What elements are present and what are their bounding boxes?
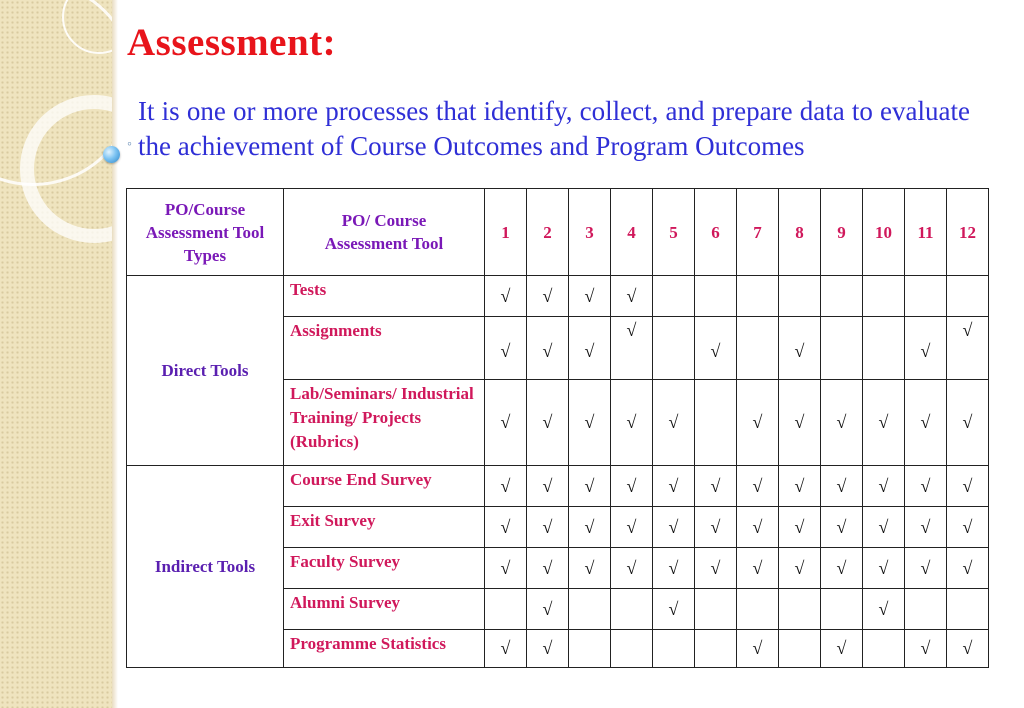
checkmark: √: [500, 412, 511, 432]
po-3-cell: [569, 507, 611, 548]
po-4-cell: [611, 380, 653, 466]
po-2-cell: [527, 630, 569, 668]
header-po-12: 12: [947, 189, 989, 276]
tool-name: Assignments: [284, 317, 485, 380]
po-6-cell: [695, 507, 737, 548]
po-4-cell: [611, 548, 653, 589]
po-9-cell: [821, 589, 863, 630]
po-5-cell: [653, 630, 695, 668]
checkmark: √: [542, 638, 553, 658]
po-9-cell: [821, 276, 863, 317]
po-2-cell: [527, 466, 569, 507]
po-9-cell: [821, 466, 863, 507]
checkmark: √: [962, 557, 973, 578]
po-4-cell: [611, 317, 653, 380]
checkmark: √: [584, 285, 595, 306]
po-1-cell: [485, 317, 527, 380]
checkmark: √: [626, 412, 637, 432]
po-3-cell: [569, 630, 611, 668]
checkmark: √: [542, 516, 553, 537]
po-3-cell: [569, 317, 611, 380]
checkmark: √: [710, 340, 721, 361]
tool-name: Course End Survey: [284, 466, 485, 507]
tool-name: Tests: [284, 276, 485, 317]
po-4-cell: [611, 507, 653, 548]
po-6-cell: [695, 589, 737, 630]
checkmark: √: [584, 516, 595, 537]
tool-name: Exit Survey: [284, 507, 485, 548]
po-7-cell: [737, 317, 779, 380]
slide-title: Assessment:: [127, 21, 337, 64]
po-5-cell: [653, 589, 695, 630]
checkmark: √: [542, 340, 553, 361]
po-6-cell: [695, 380, 737, 466]
tool-name: Alumni Survey: [284, 589, 485, 630]
po-2-cell: [527, 548, 569, 589]
po-12-cell: [947, 466, 989, 507]
tool-name: Faculty Survey: [284, 548, 485, 589]
po-10-cell: [863, 276, 905, 317]
checkmark: √: [626, 557, 637, 578]
checkmark: √: [500, 340, 511, 361]
po-7-cell: [737, 589, 779, 630]
po-4-cell: [611, 466, 653, 507]
checkmark: √: [752, 638, 763, 658]
po-4-cell: [611, 276, 653, 317]
checkmark: √: [710, 516, 721, 537]
checkmark: √: [962, 412, 973, 432]
header-po-11: 11: [905, 189, 947, 276]
checkmark: √: [626, 285, 637, 306]
checkmark: √: [710, 475, 721, 496]
paragraph-bullet-icon: ◦: [127, 137, 132, 152]
po-11-cell: [905, 276, 947, 317]
po-7-cell: [737, 466, 779, 507]
po-12-cell: [947, 276, 989, 317]
checkmark: √: [542, 557, 553, 578]
checkmark: √: [752, 557, 763, 578]
header-assessment-tool: PO/ Course Assessment Tool: [284, 189, 485, 276]
checkmark: √: [794, 340, 805, 361]
po-12-cell: [947, 380, 989, 466]
po-10-cell: [863, 317, 905, 380]
po-7-cell: [737, 548, 779, 589]
po-5-cell: [653, 507, 695, 548]
checkmark: √: [836, 412, 847, 432]
checkmark: √: [878, 412, 889, 432]
po-1-cell: [485, 630, 527, 668]
checkmark: √: [500, 638, 511, 658]
checkmark: √: [584, 475, 595, 496]
checkmark: √: [710, 557, 721, 578]
checkmark: √: [752, 516, 763, 537]
po-12-cell: [947, 630, 989, 668]
po-6-cell: [695, 317, 737, 380]
checkmark: √: [542, 475, 553, 496]
checkmark: √: [668, 557, 679, 578]
decorative-side-panel: [0, 0, 112, 708]
po-9-cell: [821, 548, 863, 589]
side-panel-edge: [112, 0, 118, 708]
checkmark: √: [836, 516, 847, 537]
po-11-cell: [905, 380, 947, 466]
header-po-4: 4: [611, 189, 653, 276]
po-10-cell: [863, 466, 905, 507]
po-8-cell: [779, 630, 821, 668]
checkmark: √: [962, 319, 973, 340]
checkmark: √: [584, 557, 595, 578]
checkmark: √: [836, 638, 847, 658]
checkmark: √: [878, 475, 889, 496]
checkmark: √: [962, 516, 973, 537]
po-8-cell: [779, 548, 821, 589]
po-8-cell: [779, 317, 821, 380]
po-10-cell: [863, 589, 905, 630]
po-7-cell: [737, 276, 779, 317]
po-11-cell: [905, 507, 947, 548]
po-9-cell: [821, 380, 863, 466]
header-po-2: 2: [527, 189, 569, 276]
table-row: [127, 466, 989, 507]
po-8-cell: [779, 589, 821, 630]
po-2-cell: [527, 276, 569, 317]
po-2-cell: [527, 317, 569, 380]
po-8-cell: [779, 507, 821, 548]
group-label: Direct Tools: [127, 276, 284, 466]
po-2-cell: [527, 589, 569, 630]
slide-paragraph: It is one or more processes that identify, collect, and prepare data to evaluate the achievement of Course Outcomes and Program Outcomes: [138, 96, 970, 161]
checkmark: √: [626, 516, 637, 537]
po-7-cell: [737, 507, 779, 548]
header-po-1: 1: [485, 189, 527, 276]
po-10-cell: [863, 548, 905, 589]
checkmark: √: [962, 475, 973, 496]
checkmark: √: [794, 516, 805, 537]
po-7-cell: [737, 380, 779, 466]
checkmark: √: [542, 598, 553, 619]
po-12-cell: [947, 317, 989, 380]
po-6-cell: [695, 276, 737, 317]
group-label: Indirect Tools: [127, 466, 284, 668]
header-po-8: 8: [779, 189, 821, 276]
checkmark: √: [794, 412, 805, 432]
checkmark: √: [878, 557, 889, 578]
checkmark: √: [500, 475, 511, 496]
checkmark: √: [920, 340, 931, 361]
checkmark: √: [920, 475, 931, 496]
checkmark: √: [584, 340, 595, 361]
po-10-cell: [863, 507, 905, 548]
po-9-cell: [821, 317, 863, 380]
checkmark: √: [836, 557, 847, 578]
po-3-cell: [569, 380, 611, 466]
po-10-cell: [863, 380, 905, 466]
checkmark: √: [752, 412, 763, 432]
po-5-cell: [653, 276, 695, 317]
checkmark: √: [542, 412, 553, 432]
checkmark: √: [920, 516, 931, 537]
header-po-5: 5: [653, 189, 695, 276]
tool-name: Lab/Seminars/ Industrial Training/ Projects (Rubrics): [284, 380, 485, 466]
po-11-cell: [905, 317, 947, 380]
checkmark: √: [500, 285, 511, 306]
po-4-cell: [611, 589, 653, 630]
po-11-cell: [905, 589, 947, 630]
po-6-cell: [695, 548, 737, 589]
po-1-cell: [485, 380, 527, 466]
po-12-cell: [947, 548, 989, 589]
checkmark: √: [584, 412, 595, 432]
checkmark: √: [668, 516, 679, 537]
po-3-cell: [569, 466, 611, 507]
checkmark: √: [626, 319, 637, 340]
po-11-cell: [905, 630, 947, 668]
po-5-cell: [653, 466, 695, 507]
po-1-cell: [485, 548, 527, 589]
po-4-cell: [611, 630, 653, 668]
checkmark: √: [668, 412, 679, 432]
po-3-cell: [569, 548, 611, 589]
po-6-cell: [695, 630, 737, 668]
checkmark: √: [752, 475, 763, 496]
bullet-orb-icon: [103, 146, 120, 163]
po-9-cell: [821, 507, 863, 548]
po-9-cell: [821, 630, 863, 668]
po-12-cell: [947, 589, 989, 630]
po-5-cell: [653, 380, 695, 466]
po-2-cell: [527, 507, 569, 548]
po-3-cell: [569, 276, 611, 317]
po-7-cell: [737, 630, 779, 668]
header-po-10: 10: [863, 189, 905, 276]
po-5-cell: [653, 548, 695, 589]
po-2-cell: [527, 380, 569, 466]
checkmark: √: [920, 638, 931, 658]
header-po-9: 9: [821, 189, 863, 276]
checkmark: √: [500, 516, 511, 537]
po-11-cell: [905, 466, 947, 507]
po-8-cell: [779, 276, 821, 317]
po-6-cell: [695, 466, 737, 507]
tool-name: Programme Statistics: [284, 630, 485, 668]
header-po-3: 3: [569, 189, 611, 276]
header-tool-types: PO/Course Assessment Tool Types: [127, 189, 284, 276]
checkmark: √: [836, 475, 847, 496]
table-row: [127, 276, 989, 317]
checkmark: √: [668, 475, 679, 496]
checkmark: √: [542, 285, 553, 306]
po-1-cell: [485, 276, 527, 317]
po-8-cell: [779, 380, 821, 466]
checkmark: √: [626, 475, 637, 496]
checkmark: √: [794, 475, 805, 496]
checkmark: √: [920, 557, 931, 578]
header-po-6: 6: [695, 189, 737, 276]
po-12-cell: [947, 507, 989, 548]
po-3-cell: [569, 589, 611, 630]
po-11-cell: [905, 548, 947, 589]
po-8-cell: [779, 466, 821, 507]
po-5-cell: [653, 317, 695, 380]
table-header-row: [127, 189, 989, 276]
po-1-cell: [485, 507, 527, 548]
assessment-table: [126, 188, 989, 668]
po-1-cell: [485, 466, 527, 507]
header-po-7: 7: [737, 189, 779, 276]
checkmark: √: [962, 638, 973, 658]
po-1-cell: [485, 589, 527, 630]
checkmark: √: [794, 557, 805, 578]
checkmark: √: [920, 412, 931, 432]
checkmark: √: [500, 557, 511, 578]
checkmark: √: [668, 598, 679, 619]
checkmark: √: [878, 598, 889, 619]
checkmark: √: [878, 516, 889, 537]
po-10-cell: [863, 630, 905, 668]
